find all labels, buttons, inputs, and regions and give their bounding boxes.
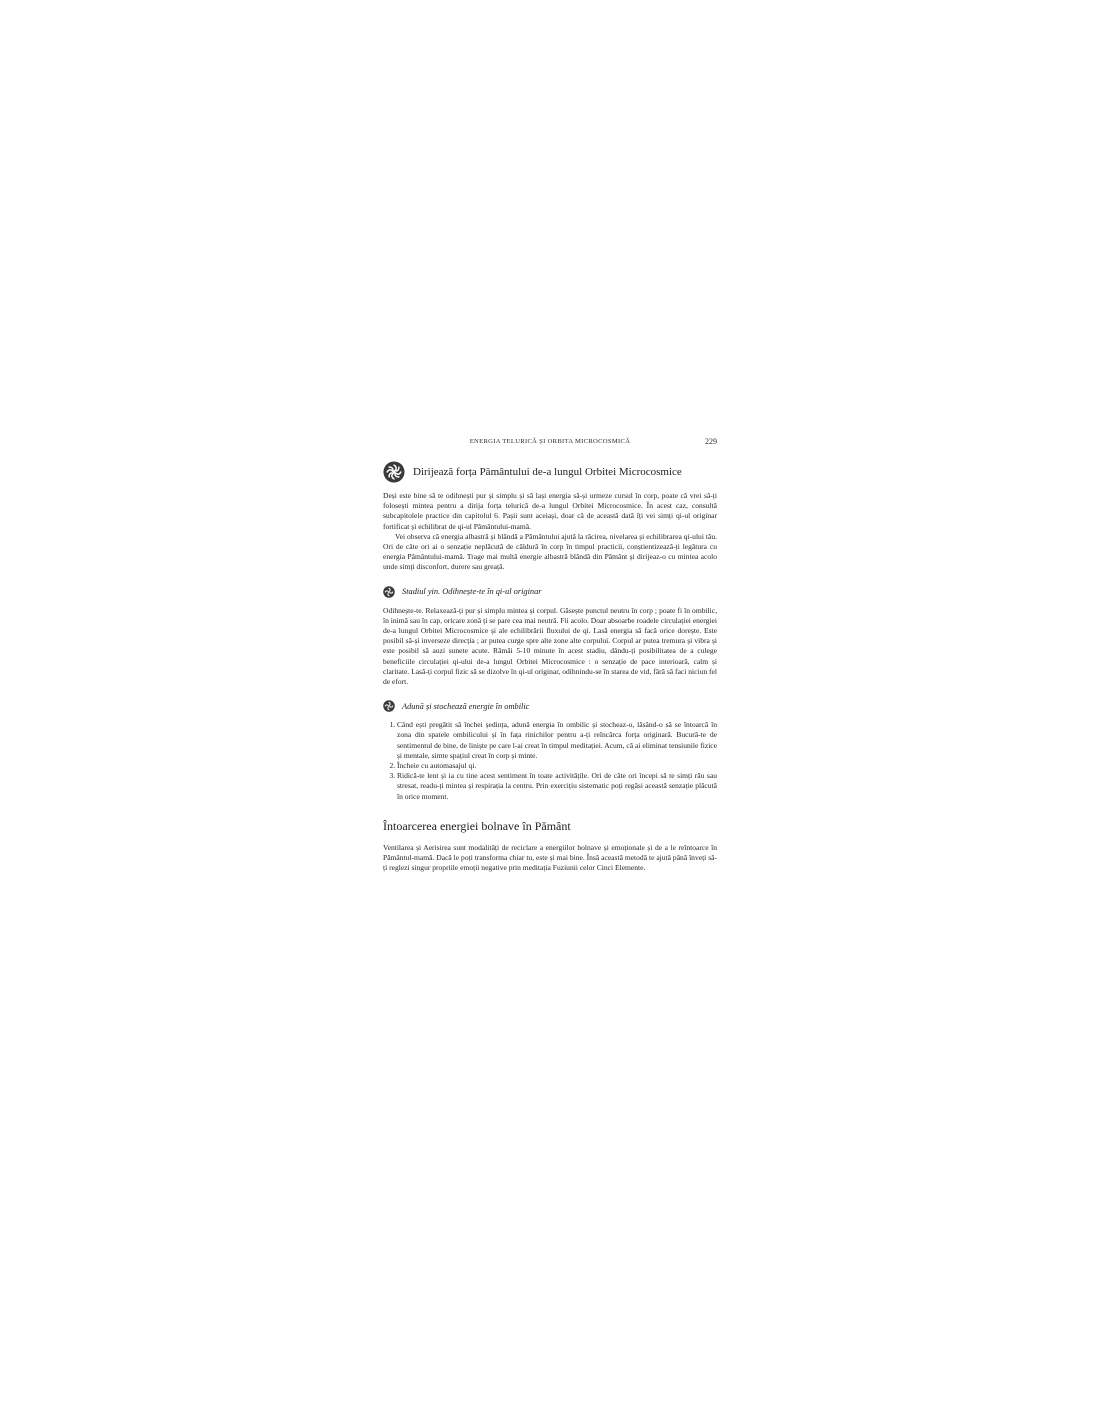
numbered-steps-list [383,720,717,802]
subsection-heading-store-energy [383,700,717,712]
swirl-emblem-icon [383,461,405,483]
section-title: Dirijează forța Pământului de-a lungul Orbitei Microcosmice [413,466,682,478]
body-paragraph: Odihnește-te. Relaxează-ți pur și simplu mintea și corpul. Găsește punctul neutru în corp ; poate fi în ombilic, în inimă sau în cap, oricare zonă ți se pare cea mai neutră. Fii acolo. Doar absoarbe roadele circulației energiei de-a lungul Orbitei Microcosmice și ale echilibrării fluxului de qi. Lasă energia să facă orice dorește. Este posibil să-și inverseze direcția ; ar putea curge spre alte zone alte corpului. Corpul ar putea tremura și vibra și este posibil să auzi sunete acute. Rămâi 5-10 minute în acest stadiu, dându-ți posibilitatea de a culege beneficiile circulației qi-ului de-a lungul Orbitei Microcosmice : o senzație de pace interioară, calm și claritate. Lasă-ți corpul fizic să se dizolve în qi-ul originar, odihnindu-se în starea de vid, fără să faci niciun fel de efort. [383,605,717,687]
swirl-emblem-icon [383,586,395,598]
list-item: 3. Ridică-te lent și ia cu tine acest sentiment în toate activitățile. Ori de câte ori începi să te simți rău sau stresat, readu-ți mintea și respirația la centru. Prin exercițiu sistematic poți regăsi această senzație plăcută în orice moment. [397,771,717,802]
section-heading-earth-force [383,461,717,483]
book-page [383,438,717,873]
running-title: ENERGIA TELURICĂ ȘI ORBITA MICROCOSMICĂ [469,438,631,445]
running-header [383,438,717,452]
section-heading-return-energy: Întoarcerea energiei bolnave în Pământ [383,818,571,833]
subsection-heading-yin-stage [383,586,717,598]
body-paragraph: Vei observa că energia albastră și blândă a Pământului ajută la răcirea, nivelarea și echilibrarea qi-ului tău. Ori de câte ori ai o senzație neplăcută de căldură în corp în timpul practicii, conștientizează-ți legătura cu energia Pământului-mamă. Trage mai multă energie albastră blândă din Pământ și dirijeaz-o cu mintea acolo unde simți disconfort, durere sau greață. [383,531,717,572]
list-item: 2. Încheie cu automasajul qi. [397,761,717,771]
body-paragraph: Ventilarea și Aerisirea sunt modalități de reciclare a energiilor bolnave și emoționale și de a le reîntoarce în Pământul-mamă. Dacă le poți transforma chiar tu, este și mai bine. Însă această metodă te ajută până înveți să-ți reglezi singur propriile emoții negative prin meditația Fuziunii celor Cinci Elemente. [383,842,717,873]
body-paragraph: Deși este bine să te odihnești pur și simplu și să lași energia să-și urmeze cursul în corp, poate că vrei să-ți folosești mintea pentru a dirija forța telurică de-a lungul Orbitei Microcosmice. În acest caz, consultă subcapitolele practice din capitolul 6. Pașii sunt aceiași, doar că de această dată îți vei simți qi-ul originar fortificat și echilibrat de qi-ul Pământului-mamă. [383,491,717,531]
list-item: 1. Când ești pregătit să închei ședința, adună energia în ombilic și stocheaz-o, lăsând-o să se întoarcă în zona din spatele ombilicului și în fața rinichilor pentru a-ți reîncărca forța originară. Bucură-te de sentimentul de bine, de liniște pe care l-ai creat în timpul meditației. Acum, că ai eliminat tensiunile fizice și mentale, simte spațiul creat în corp și minte. [397,720,717,761]
subsection-title: Stadiul yin. Odihnește-te în qi-ul originar [402,587,542,597]
page-number: 229 [705,437,717,446]
subsection-title: Adună și stochează energie în ombilic [402,701,530,711]
swirl-emblem-icon [383,700,395,712]
